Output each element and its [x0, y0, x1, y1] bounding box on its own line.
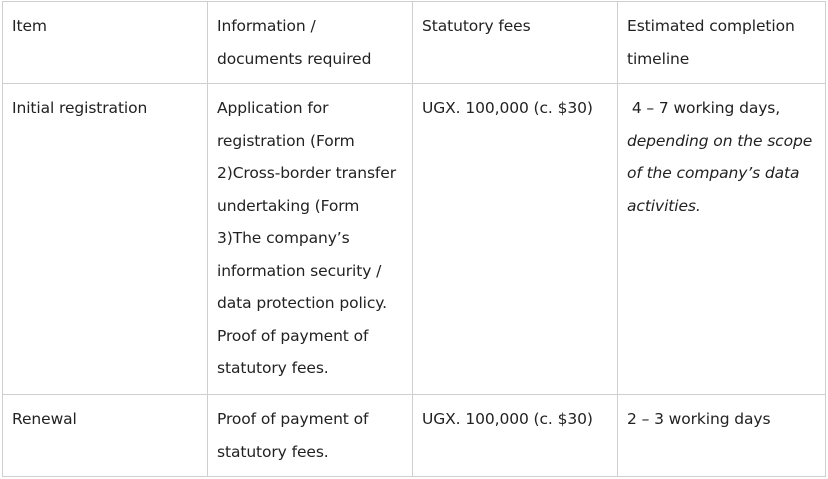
- cell-fees: [413, 395, 618, 477]
- header-timeline-label: Estimated completion timeline: [627, 17, 795, 68]
- cell-info: [208, 395, 413, 477]
- row-fees-text: UGX. 100,000 (c. $30): [422, 99, 593, 117]
- cell-timeline: [618, 395, 826, 477]
- cell-item: [3, 84, 208, 395]
- header-info: [208, 2, 413, 84]
- row-timeline-text: 2 – 3 working days: [627, 410, 771, 428]
- row-timeline-note: depending on the scope of the company’s data activities.: [627, 131, 813, 215]
- cell-item: [3, 395, 208, 477]
- fees-table: [2, 1, 826, 477]
- header-item: [3, 2, 208, 84]
- header-info-label: Information / documents required: [217, 17, 372, 68]
- table-row: [3, 84, 826, 395]
- header-item-label: Item: [12, 17, 47, 35]
- row-info-text: Proof of payment of statutory fees.: [217, 410, 369, 461]
- cell-info: [208, 84, 413, 395]
- header-timeline: [618, 2, 826, 84]
- row-fees-text: UGX. 100,000 (c. $30): [422, 410, 593, 428]
- table-header-row: [3, 2, 826, 84]
- cell-timeline: [618, 84, 826, 395]
- header-fees: [413, 2, 618, 84]
- header-fees-label: Statutory fees: [422, 17, 531, 35]
- row-info-text: Application for registration (Form 2)Cross-border transfer undertaking (Form 3)The company’s information security / data protection policy. Proof of payment of statutory fees.: [217, 99, 397, 377]
- table-row: [3, 395, 826, 477]
- row-item-text: Initial registration: [12, 99, 148, 117]
- row-item-text: Renewal: [12, 410, 77, 428]
- row-timeline-text: 4 – 7 working days,: [627, 99, 781, 117]
- cell-fees: [413, 84, 618, 395]
